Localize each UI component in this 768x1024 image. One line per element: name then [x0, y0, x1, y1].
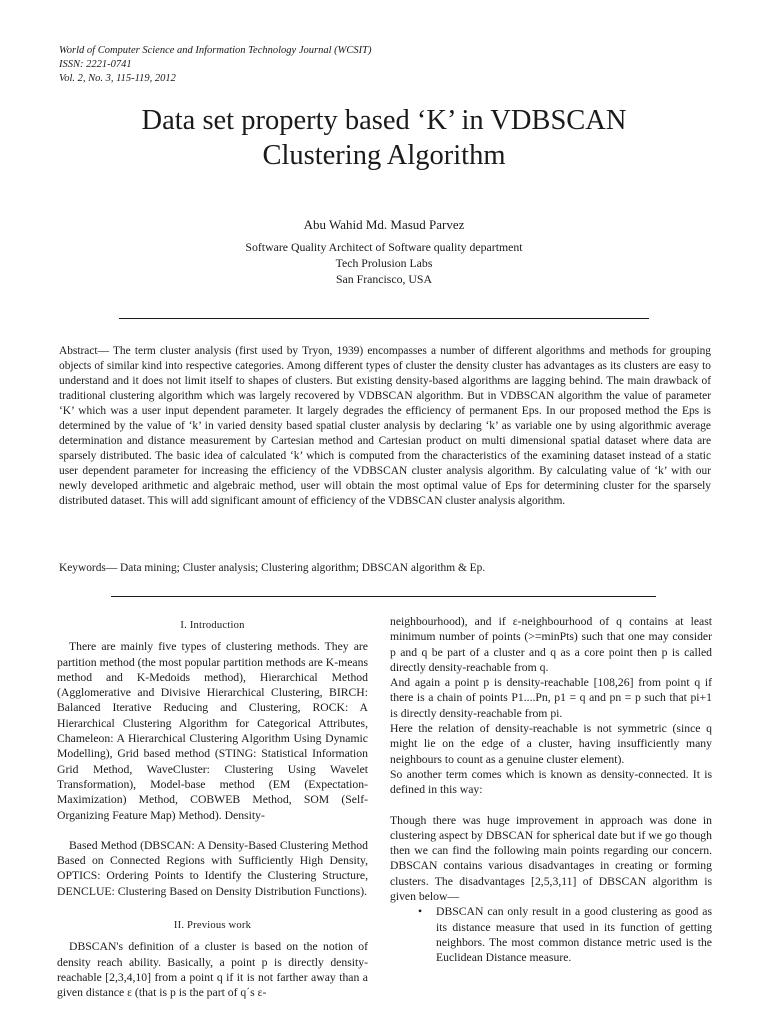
journal-volume: Vol. 2, No. 3, 115-119, 2012 [59, 73, 176, 84]
title-line-2: Clustering Algorithm [262, 140, 506, 171]
journal-issn: ISSN: 2221-0741 [59, 59, 132, 70]
journal-name: World of Computer Science and Information Technology Journal (WCSIT) [59, 45, 372, 56]
keywords-divider [111, 596, 656, 597]
intro-paragraph-2: Based Method (DBSCAN: A Density-Based Clustering Method Based on Connected Regions with Sufficiently High Density, OPTICS: Ordering Points to Identify the Clustering Structure, DENCLUE: Clustering Based on Density Distribution Functions). [57, 838, 368, 898]
affiliation-line-2: Tech Prolusion Labs [335, 256, 433, 270]
paper-title [0, 103, 768, 173]
abstract: Abstract— The term cluster analysis (first used by Tryon, 1939) encompasses a number of different algorithms and methods for grouping objects of similar kind into respective categories. Among different types of cluster the density cluster has advantages as its clusters are easy to understand and it does not limit itself to shapes of clusters. But existing density-based algorithms are lagging behind. The main drawback of traditional clustering algorithm which was largely recovered by VDBSCAN algorithm. But in VDBSCAN algorithm the value of parameter ‘K’ which was a user input dependent parameter. It largely degrades the efficiency of permanent Eps. In our proposed method the Eps is determined by the value of ‘k’ in varied density based spatial cluster analysis by declaring ‘k’ as variable one by using algorithmic average determination and distance measurement by Cartesian method and Cartesian product on multi dimensional spatial dataset where data are sparsely distributed. The basic idea of calculated ‘k’ which is computed from the characteristics of the examining dataset instead of a static user dependent parameter for increasing the efficiency of the VDBSCAN cluster analysis algorithm. By calculating value of ‘k’ with our newly developed arithmetic and algebraic method, user will obtain the most optimal value of Eps for determining cluster for the sparsely distributed dataset. This will add significant amount of efficiency of the VDBSCAN cluster analysis algorithm. [59, 345, 711, 507]
previous-work-paragraph: DBSCAN's definition of a cluster is based on the notion of density reach ability. Basically, a point p is directly density-reachable [2,3,4,10] from a point q if it is not farther away than a given distance ε (that is p is the part of q΄s ε- [57, 940, 368, 1000]
right-paragraph-1: neighbourhood), and if ε-neighbourhood of q contains at least minimum number of points (>=minPts) such that one may consider p and q be part of a cluster and q as a core point then p is called directly density-reachable from q. [390, 615, 712, 674]
affiliation-line-3: San Francisco, USA [335, 272, 432, 286]
left-column [57, 614, 368, 1001]
journal-header [59, 44, 371, 86]
author-affiliation [0, 239, 768, 287]
section-heading-previous-work: II. Previous work [173, 920, 252, 932]
right-paragraph-3: Here the relation of density-reachable is not symmetric (since q might lie on the edge of a cluster, having insufficiently many neighbours to count as a genuine cluster element). [390, 722, 712, 766]
title-divider [119, 318, 649, 319]
intro-paragraph-1: There are mainly five types of clustering methods. They are partition method (the most popular partition methods are K-means method and K-Medoids method), Hierarchical Method (Agglomerative and Divisive Hierarchical Clustering, BIRCH: Balanced Iterative Reducing and Clustering, ROCK: A Hierarchical Clustering Algorithm for Categorical Attributes, Chameleon: A Hierarchical Clustering Algorithm Using Dynamic Modelling), Grid based method (STING: Statistical Information Grid Method, WaveCluster: Clustering Using Wavelet Transformation), Model-base method (EM (Expectation-Maximization) Method, COBWEB Method, SOM (Self-Organizing Feature Map) Method). Density- [57, 640, 368, 822]
right-column [390, 614, 712, 966]
right-paragraph-5: Though there was huge improvement in approach was done in clustering aspect by DBSCAN for spherical date but if we go though then we can find the following main points regarding our concern. DBSCAN contains various disadvantages in creating or forming clusters. The disadvantages [2,5,3,11] of DBSCAN algorithm is given below— [390, 813, 712, 904]
list-item [418, 904, 712, 965]
disadvantages-list [390, 904, 712, 965]
list-item-text: DBSCAN can only result in a good clustering as good as its distance measure that used in its function of getting neighbors. The most common distance metric used is the Euclidean Distance measure. [436, 905, 712, 965]
right-paragraph-2: And again a point p is density-reachable [108,26] from point q if there is a chain of points P1....Pn, p1 = q and pn = p such that pi+1 is directly density-reachable from pi. [390, 676, 712, 720]
keywords: Keywords— Data mining; Cluster analysis; Clustering algorithm; DBSCAN algorithm & Ep. [59, 562, 486, 574]
title-line-1: Data set property based ‘K’ in VDBSCAN [141, 105, 627, 136]
right-paragraph-4: So another term comes which is known as density-connected. It is defined in this way: [390, 767, 712, 797]
affiliation-line-1: Software Quality Architect of Software quality department [245, 240, 523, 254]
section-heading-introduction: I. Introduction [180, 620, 245, 631]
bullet-icon: • [418, 905, 423, 919]
author-name: Abu Wahid Md. Masud Parvez [303, 217, 465, 232]
